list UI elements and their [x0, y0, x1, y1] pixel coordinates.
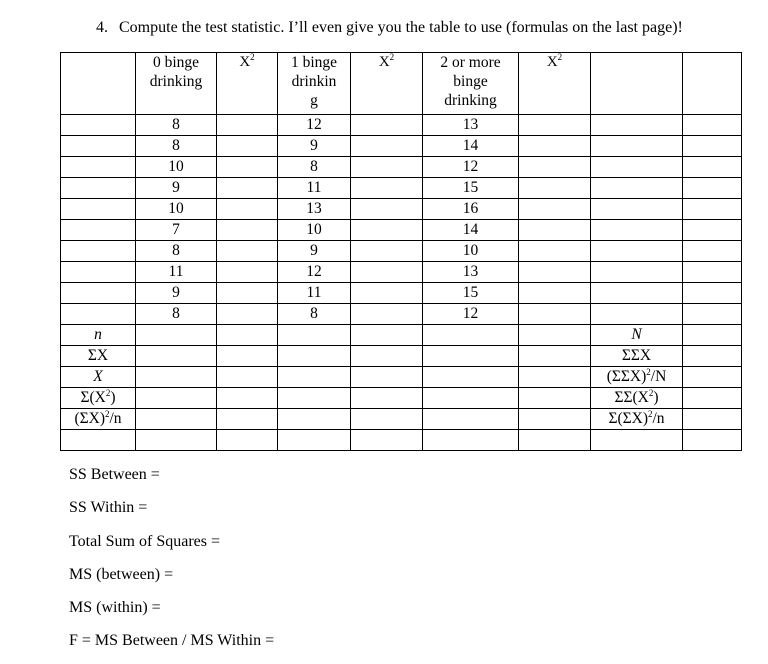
summary-label-left: $(\Sigma X)^2/n$ [61, 409, 136, 430]
empty-cell [217, 346, 278, 367]
empty-cell [591, 430, 683, 451]
empty-cell [278, 430, 351, 451]
empty-cell [217, 409, 278, 430]
anova-worksheet-table [60, 52, 742, 451]
x-squared-cell [351, 157, 423, 178]
table-row [61, 241, 742, 262]
empty-cell [683, 283, 742, 304]
empty-cell [278, 325, 351, 346]
header-0-binge-drinking: 0 binge drinking [136, 53, 217, 115]
table-row [61, 220, 742, 241]
ms-between-line: MS (between) = [69, 566, 174, 583]
f-statistic-line: F = MS Between / MS Within = [69, 632, 275, 649]
summary-label-right: $\Sigma\Sigma(X^2)$ [591, 388, 683, 409]
value-2-or-more-binge: 12 [423, 304, 519, 325]
empty-cell [217, 430, 278, 451]
x-squared-cell [217, 220, 278, 241]
table-row [61, 115, 742, 136]
summary-row [61, 346, 742, 367]
x-squared-cell [217, 199, 278, 220]
value-0-binge: 10 [136, 199, 217, 220]
value-1-binge: 9 [278, 136, 351, 157]
empty-cell [683, 157, 742, 178]
value-1-binge: 10 [278, 220, 351, 241]
header-x-squared: $X^2$ [351, 53, 423, 115]
ss-within-line: SS Within = [69, 499, 148, 516]
summary-label-left: $\Sigma(X^2)$ [61, 388, 136, 409]
x-squared-cell [519, 241, 591, 262]
empty-cell [278, 388, 351, 409]
empty-cell [217, 367, 278, 388]
empty-cell [136, 325, 217, 346]
empty-cell [591, 178, 683, 199]
x-squared-cell [351, 304, 423, 325]
empty-cell [683, 304, 742, 325]
empty-cell [591, 283, 683, 304]
empty-cell [351, 346, 423, 367]
value-0-binge: 8 [136, 115, 217, 136]
x-squared-cell [351, 199, 423, 220]
empty-cell [591, 199, 683, 220]
x-squared-cell [217, 262, 278, 283]
x-squared-cell [217, 241, 278, 262]
empty-cell [519, 430, 591, 451]
x-squared-cell [217, 304, 278, 325]
empty-cell [351, 325, 423, 346]
label-cell [61, 304, 136, 325]
summary-label-left: n [61, 325, 136, 346]
value-1-binge: 11 [278, 178, 351, 199]
value-0-binge: 7 [136, 220, 217, 241]
header-empty [591, 53, 683, 115]
empty-cell [423, 409, 519, 430]
x-squared-cell [217, 283, 278, 304]
empty-cell [683, 199, 742, 220]
empty-cell [423, 430, 519, 451]
label-cell [61, 241, 136, 262]
empty-cell [591, 157, 683, 178]
x-squared-cell [519, 304, 591, 325]
summary-row [61, 367, 742, 388]
empty-cell [136, 367, 217, 388]
empty-cell [683, 136, 742, 157]
label-cell [61, 283, 136, 304]
value-2-or-more-binge: 10 [423, 241, 519, 262]
summary-row [61, 409, 742, 430]
label-cell [61, 157, 136, 178]
label-cell [61, 115, 136, 136]
empty-cell [351, 367, 423, 388]
empty-cell [683, 325, 742, 346]
empty-cell [278, 409, 351, 430]
empty-cell [136, 388, 217, 409]
x-squared-cell [351, 262, 423, 283]
question-number: 4. [96, 19, 108, 36]
table-row [61, 157, 742, 178]
empty-cell [351, 388, 423, 409]
empty-cell [683, 220, 742, 241]
empty-cell [683, 262, 742, 283]
summary-row [61, 388, 742, 409]
table-row [61, 283, 742, 304]
empty-cell [519, 409, 591, 430]
value-2-or-more-binge: 13 [423, 262, 519, 283]
label-cell [61, 178, 136, 199]
empty-cell [591, 262, 683, 283]
x-squared-cell [519, 157, 591, 178]
ss-between-line: SS Between = [69, 466, 160, 483]
value-0-binge: 9 [136, 283, 217, 304]
x-squared-cell [519, 115, 591, 136]
empty-cell [683, 409, 742, 430]
value-1-binge: 9 [278, 241, 351, 262]
empty-cell [351, 409, 423, 430]
header-empty [61, 53, 136, 115]
summary-label-right: $(\Sigma\Sigma X)^2/N$ [591, 367, 683, 388]
x-squared-cell [351, 283, 423, 304]
header-x-squared: $X^2$ [217, 53, 278, 115]
table-row [61, 178, 742, 199]
value-2-or-more-binge: 12 [423, 157, 519, 178]
x-squared-cell [519, 220, 591, 241]
empty-cell [519, 325, 591, 346]
empty-cell [136, 409, 217, 430]
empty-cell [519, 346, 591, 367]
x-squared-cell [217, 115, 278, 136]
value-0-binge: 8 [136, 241, 217, 262]
value-1-binge: 8 [278, 157, 351, 178]
value-2-or-more-binge: 14 [423, 220, 519, 241]
empty-cell [519, 388, 591, 409]
empty-cell [519, 367, 591, 388]
empty-cell [683, 115, 742, 136]
x-squared-cell [519, 178, 591, 199]
empty-cell [423, 367, 519, 388]
empty-cell [683, 430, 742, 451]
total-ss-line: Total Sum of Squares = [69, 533, 220, 550]
value-2-or-more-binge: 13 [423, 115, 519, 136]
value-1-binge: 12 [278, 262, 351, 283]
value-1-binge: 11 [278, 283, 351, 304]
empty-cell [136, 346, 217, 367]
x-squared-cell [217, 136, 278, 157]
header-empty [683, 53, 742, 115]
value-0-binge: 10 [136, 157, 217, 178]
empty-cell [591, 241, 683, 262]
table-row [61, 262, 742, 283]
x-squared-cell [351, 220, 423, 241]
value-1-binge: 13 [278, 199, 351, 220]
x-squared-cell [519, 262, 591, 283]
empty-cell [683, 367, 742, 388]
empty-cell [278, 346, 351, 367]
x-squared-cell [351, 178, 423, 199]
empty-cell [423, 388, 519, 409]
value-0-binge: 9 [136, 178, 217, 199]
empty-cell [351, 430, 423, 451]
x-squared-cell [217, 157, 278, 178]
question-text: Compute the test statistic. I’ll even give you the table to use (formulas on the last page)! [119, 19, 683, 36]
value-1-binge: 12 [278, 115, 351, 136]
summary-label-right: $\Sigma(\Sigma X)^2/n$ [591, 409, 683, 430]
empty-cell [278, 367, 351, 388]
empty-cell [423, 346, 519, 367]
value-2-or-more-binge: 16 [423, 199, 519, 220]
summary-label-right: ΣΣX [591, 346, 683, 367]
ms-within-line: MS (within) = [69, 599, 161, 616]
x-squared-cell [351, 115, 423, 136]
label-cell [61, 220, 136, 241]
x-squared-cell [351, 241, 423, 262]
empty-cell [591, 220, 683, 241]
question-prompt [96, 19, 683, 37]
label-cell [61, 199, 136, 220]
summary-label-left: X [61, 367, 136, 388]
x-squared-cell [519, 283, 591, 304]
x-squared-cell [351, 136, 423, 157]
value-2-or-more-binge: 15 [423, 178, 519, 199]
value-2-or-more-binge: 15 [423, 283, 519, 304]
empty-cell [591, 304, 683, 325]
empty-cell [217, 325, 278, 346]
header-2-or-more-binge-drinking: 2 or more binge drinking [423, 53, 519, 115]
empty-cell [217, 388, 278, 409]
empty-cell [136, 430, 217, 451]
empty-cell [683, 178, 742, 199]
x-squared-cell [519, 199, 591, 220]
empty-cell [591, 115, 683, 136]
x-squared-cell [519, 136, 591, 157]
value-0-binge: 8 [136, 304, 217, 325]
header-1-binge-drinkin-g: 1 binge drinkin g [278, 53, 351, 115]
summary-label-right: N [591, 325, 683, 346]
empty-cell [683, 388, 742, 409]
empty-cell [61, 430, 136, 451]
value-1-binge: 8 [278, 304, 351, 325]
header-x-squared: $X^2$ [519, 53, 591, 115]
empty-cell [591, 136, 683, 157]
summary-row [61, 325, 742, 346]
table-row [61, 199, 742, 220]
summary-label-left: ΣX [61, 346, 136, 367]
value-2-or-more-binge: 14 [423, 136, 519, 157]
empty-cell [423, 325, 519, 346]
value-0-binge: 11 [136, 262, 217, 283]
table-row [61, 136, 742, 157]
table-row [61, 304, 742, 325]
x-squared-cell [217, 178, 278, 199]
label-cell [61, 262, 136, 283]
label-cell [61, 136, 136, 157]
empty-cell [683, 241, 742, 262]
empty-cell [683, 346, 742, 367]
value-0-binge: 8 [136, 136, 217, 157]
